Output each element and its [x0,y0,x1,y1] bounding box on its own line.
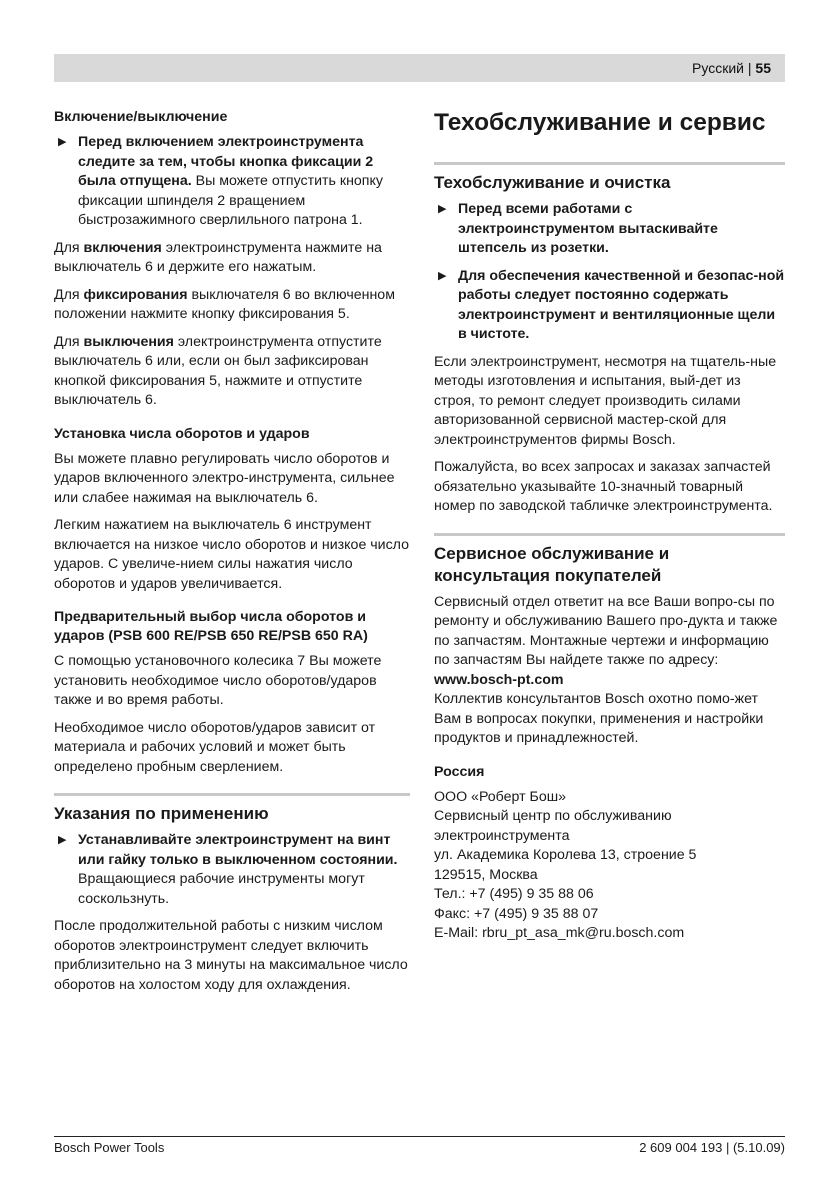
text-run-bold: включения [83,239,162,256]
paragraph-switch-off [54,333,410,411]
address-line: ул. Академика Королева 13, строение 5 [434,847,697,863]
text-run: Для [54,239,84,256]
paragraph-repair: Если электроинструмент, несмотря на тщатель-ные методы изготовления и испытания, вый-дет из строя, то ремонт следует производить силами авторизованной сервисной мастер-ской для электроинструментов фирмы Bosch. [434,353,777,448]
bullet-bold-text: Перед всеми работами с электроинструментом вытаскивайте штепсель из розетки. [458,201,718,256]
text-run: Для [54,333,84,350]
bullet-text: Вращающиеся рабочие инструменты могут соскользнуть. [78,871,365,907]
section-divider [434,162,785,165]
paragraph-preselect-2: Необходимое число оборотов/ударов зависит от материала и рабочих условий и может быть определено пробным сверлением. [54,719,376,775]
footer-doc-number: 2 609 004 193 | (5.10.09) [639,1140,785,1155]
section-title-maintenance: Техобслуживание и очистка [434,173,671,192]
address-line: ООО «Роберт Бош» [434,788,567,805]
section-divider [54,793,410,796]
bullet-arrow-icon: ▶ [438,203,447,215]
bullet-arrow-icon: ▶ [58,834,67,846]
service-url-link[interactable]: www.bosch-pt.com [434,671,564,688]
bullet-unplug [434,200,785,259]
section-title-speed: Установка числа оборотов и ударов [54,425,310,442]
address-line: 129515, Москва [434,866,538,883]
paragraph-preselect-1: С помощью установочного колесика 7 Вы можете установить необходимое число оборотов/ударов также и во время работы. [54,653,382,708]
left-column [54,108,410,1003]
address-block [434,788,785,944]
bullet-arrow-icon: ▶ [58,136,67,148]
text-run-bold: фиксирования [83,286,188,303]
main-title: Техобслуживание и сервис [434,109,766,136]
footer-divider [54,1136,785,1137]
bullet-bold-text: Перед включением электроинструмента следите за тем, чтобы кнопка фиксации 2 была отпущена. [78,134,374,189]
paragraph-consultants: Коллектив консультантов Bosch охотно помо-жет Вам в вопросах покупки, применения и настройки продуктов и принадлежностей. [434,691,764,746]
text-run: электроинструмента отпустите выключатель 6 или, если он был зафиксирован кнопкой фиксирования 5, нажмите и отпустите выключатель 6. [54,333,382,408]
section-title-usage: Указания по применению [54,804,269,823]
section-title-preselect: Предварительный выбор числа оборотов и ударов (PSB 600 RE/PSB 650 RE/PSB 650 RA) [54,609,368,644]
paragraph-parts: Пожалуйста, во всех запросах и заказах запчастей обязательно указывайте 10-значный товарный номер по заводской табличке электроинструмента. [434,459,773,514]
right-column [434,108,785,944]
paragraph-lock [54,286,410,325]
bullet-bold-text: Для обеспечения качественной и безопас-ной работы следует постоянно содержать электроинструмент и вентиляционные щели в чистоте. [458,267,785,342]
text-run: Для [54,286,84,303]
paragraph-cooling: После продолжительной работы с низким числом оборотов электроинструмент следует включить приблизительно на 3 минуты на максимальное число оборотов на холостом ходу для охлаждения. [54,918,408,993]
text-run: электроинструмента нажмите на выключатель 6 и держите его нажатым. [54,239,382,275]
email-line: E-Mail: rbru_pt_asa_mk@ru.bosch.com [434,925,685,941]
header-separator: | [747,60,752,76]
bullet-usage [54,831,410,909]
text-run: выключателя 6 во включенном положении нажмите кнопку фиксирования 5. [54,286,395,322]
page-header [54,54,785,82]
section-title-service: Сервисное обслуживание и консультация покупателей [434,543,670,585]
paragraph-switch-on [54,239,410,278]
footer-brand: Bosch Power Tools [54,1140,165,1155]
phone-line: Тел.: +7 (495) 9 35 88 06 [434,886,594,902]
text-run-bold: выключения [83,333,174,350]
paragraph-speed-1: Вы можете плавно регулировать число оборотов и ударов включенного электро-инструмента, сильнее или слабее нажимая на выключатель 6. [54,450,395,506]
paragraph-speed-2: Легким нажатием на выключатель 6 инструмент включается на низкое число оборотов и низкое число ударов. С увеличе-нием силы нажатия число оборотов и ударов увеличивается. [54,517,410,592]
paragraph-service: Сервисный отдел ответит на все Ваши вопро-сы по ремонту и обслуживанию Вашего про-дукта и также по запчастям. Монтажные чертежи и информацию по запчастям Вы найдете также по адресу: [434,593,778,668]
header-page-number: 55 [755,60,771,76]
address-line: Сервисный центр по обслуживанию электроинструмента [434,808,672,844]
bullet-text: Вы можете отпустить кнопку фиксации шпинделя 2 вращением быстрозажимного сверлильного патрона 1. [78,173,383,228]
header-text [692,60,771,76]
section-title-russia: Россия [434,763,485,780]
header-language: Русский [692,60,744,76]
section-divider [434,533,785,536]
section-title-switching: Включение/выключение [54,109,228,125]
bullet-clean [434,267,785,345]
bullet-arrow-icon: ▶ [438,269,447,282]
fax-line: Факс: +7 (495) 9 35 88 07 [434,905,599,922]
bullet-release-lock [54,133,410,231]
bullet-bold-text: Устанавливайте электроинструмент на винт или гайку только в выключенном состоянии. [78,832,398,868]
